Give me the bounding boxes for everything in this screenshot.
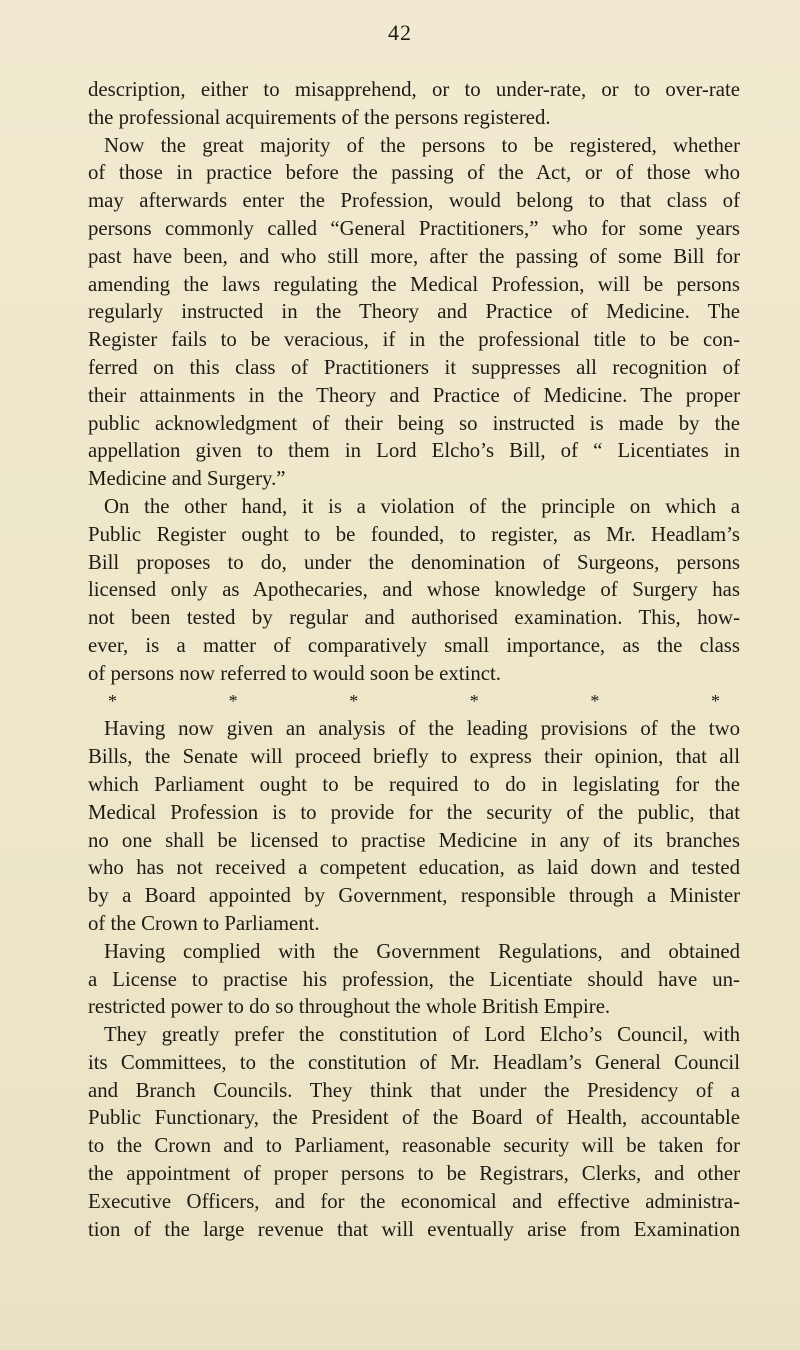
- text-line: Medicine and Surgery.”: [88, 467, 286, 491]
- asterisk-separator: *: [469, 690, 479, 711]
- text-line: Medical Profession is to provide for the security of the public, that: [88, 800, 740, 824]
- body-text: [88, 76, 740, 1243]
- text-line: regularly instructed in the Theory and Practice of Medicine. The: [88, 300, 740, 324]
- text-line: ever, is a matter of comparatively small importance, as the class: [88, 633, 740, 657]
- text-line: its Committees, to the constitution of Mr. Headlam’s General Council: [88, 1050, 740, 1074]
- text-line: the professional acquirements of the persons registered.: [88, 105, 551, 129]
- text-line: Public Functionary, the President of the Board of Health, accountable: [88, 1106, 740, 1130]
- text-line: of persons now referred to would soon be extinct.: [88, 661, 501, 685]
- asterisk-separator: *: [108, 690, 117, 711]
- text-line: Register fails to be veracious, if in the professional title to be con-: [88, 328, 740, 352]
- text-line: Bill proposes to do, under the denomination of Surgeons, persons: [88, 550, 740, 574]
- text-line: Bills, the Senate will proceed briefly to express their opinion, that all: [88, 745, 740, 769]
- text-line: a License to practise his profession, the Licentiate should have un-: [88, 967, 740, 991]
- text-line: Now the great majority of the persons to be registered, whether: [104, 133, 740, 157]
- text-line: licensed only as Apothecaries, and whose knowledge of Surgery has: [88, 578, 740, 602]
- text-line: Executive Officers, and for the economical and effective administra-: [88, 1189, 740, 1213]
- page-number: 42: [388, 20, 412, 45]
- text-line: may afterwards enter the Profession, would belong to that class of: [88, 189, 740, 213]
- text-line: appellation given to them in Lord Elcho’s Bill, of “ Licentiates in: [88, 439, 740, 463]
- section-separator: [88, 688, 740, 716]
- text-line: They greatly prefer the constitution of Lord Elcho’s Council, with: [104, 1023, 740, 1047]
- asterisk-separator: *: [710, 690, 720, 711]
- text-line: who has not received a competent education, as laid down and tested: [88, 856, 740, 880]
- text-line: persons commonly called “General Practitioners,” who for some years: [88, 216, 740, 240]
- text-line: the appointment of proper persons to be Registrars, Clerks, and other: [88, 1162, 740, 1186]
- text-line: not been tested by regular and authorised examination. This, how-: [88, 606, 740, 630]
- text-line: by a Board appointed by Government, responsible through a Minister: [88, 884, 740, 908]
- text-line: their attainments in the Theory and Practice of Medicine. The proper: [88, 383, 740, 407]
- text-line: to the Crown and to Parliament, reasonable security will be taken for: [88, 1134, 740, 1158]
- text-line: Having now given an analysis of the leading provisions of the two: [104, 717, 740, 741]
- text-line: of the Crown to Parliament.: [88, 911, 320, 935]
- text-line: description, either to misapprehend, or to under-rate, or to over-rate: [88, 78, 740, 101]
- text-line: public acknowledgment of their being so instructed is made by the: [88, 411, 740, 435]
- text-line: On the other hand, it is a violation of the principle on which a: [104, 494, 740, 518]
- text-line: ferred on this class of Practitioners it suppresses all recognition of: [88, 355, 740, 379]
- text-line: past have been, and who still more, after the passing of some Bill for: [88, 244, 740, 268]
- text-line: Public Register ought to be founded, to register, as Mr. Headlam’s: [88, 522, 740, 546]
- text-line: which Parliament ought to be required to do in legislating for the: [88, 772, 740, 796]
- text-line: tion of the large revenue that will eventually arise from Examination: [88, 1217, 740, 1241]
- text-line: restricted power to do so throughout the whole British Empire.: [88, 995, 611, 1019]
- text-line: Having complied with the Government Regulations, and obtained: [104, 939, 740, 963]
- asterisk-separator: *: [349, 690, 359, 711]
- asterisk-separator: *: [590, 690, 600, 711]
- asterisk-separator: *: [228, 690, 238, 711]
- text-line: amending the laws regulating the Medical Profession, will be persons: [88, 272, 740, 296]
- text-line: and Branch Councils. They think that under the Presidency of a: [88, 1078, 740, 1102]
- text-line: no one shall be licensed to practise Medicine in any of its branches: [88, 828, 740, 852]
- text-line: of those in practice before the passing of the Act, or of those who: [88, 161, 740, 185]
